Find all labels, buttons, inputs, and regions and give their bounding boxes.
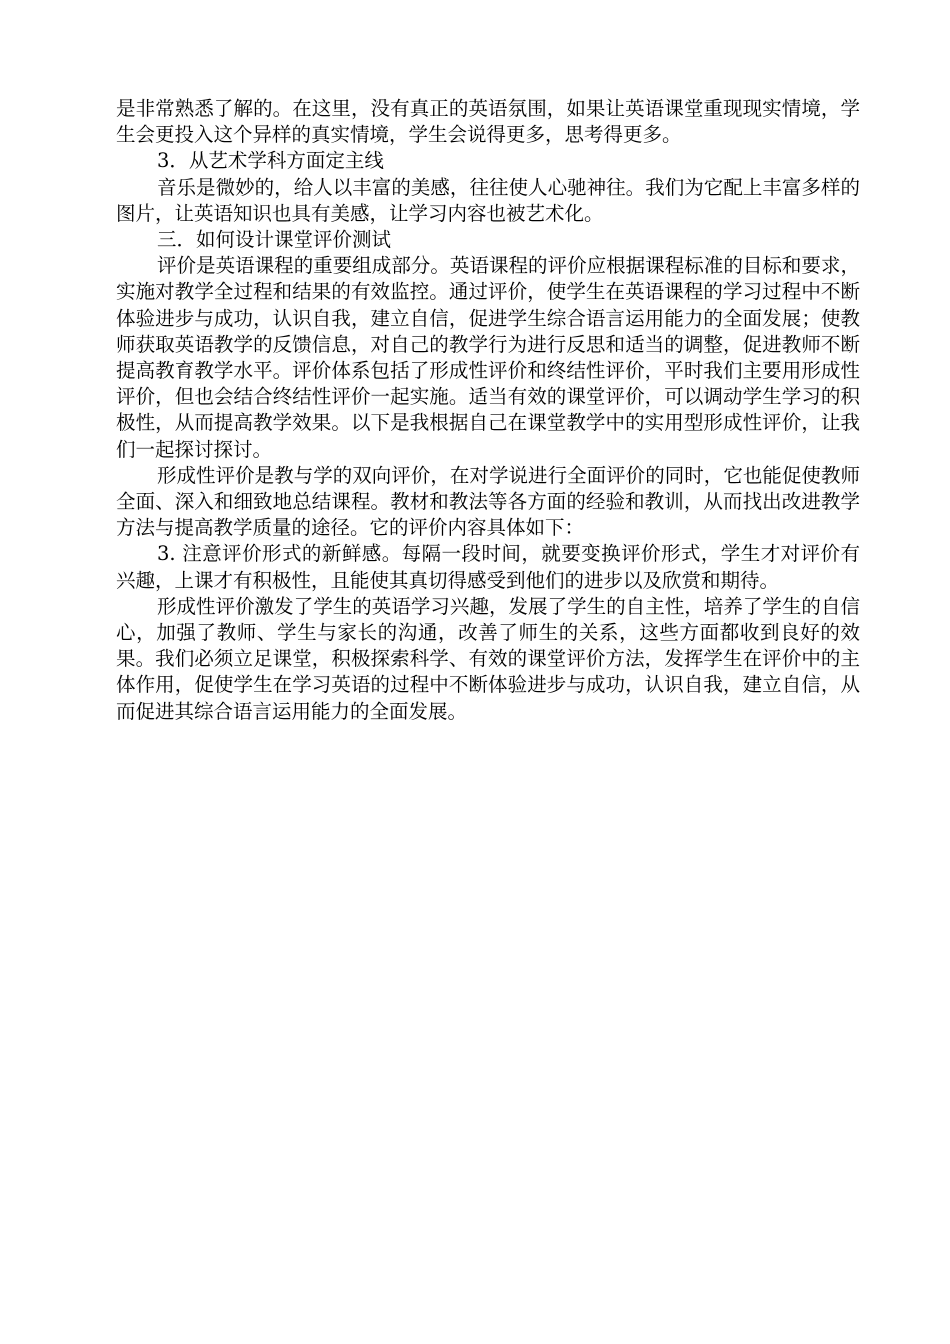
paragraph-conclusion: 形成性评价激发了学生的英语学习兴趣，发展了学生的自主性，培养了学生的自信心，加强了教师、学生与家长的沟通，改善了师生的关系，这些方面都收到良好的效果。我们必须立足课堂，积极探索科学、有效的课堂评价方法，发挥学生在评价中的主体作用，促使学生在学习英语的过程中不断体验进步与成功，认识自我，建立自信，从而促进其综合语言运用能力的全面发展。	[116, 594, 860, 723]
paragraph-evaluation-intro: 评价是英语课程的重要组成部分。英语课程的评价应根据课程标准的目标和要求，实施对教学全过程和结果的有效监控。通过评价，使学生在英语课程的学习过程中不断体验进步与成功，认识自我，建立自信，促进学生综合语言运用能力的全面发展；使教师获取英语教学的反馈信息，对自己的教学行为进行反思和适当的调整，促进教师不断提高教育教学水平。评价体系包括了形成性评价和终结性评价，平时我们主要用形成性评价，但也会结合终结性评价一起实施。适当有效的课堂评价，可以调动学生学习的积极性，从而提高教学效果。以下是我根据自己在课堂教学中的实用型形成性评价，让我们一起探讨探讨。	[116, 254, 860, 461]
paragraph-continuation: 是非常熟悉了解的。在这里，没有真正的英语氛围，如果让英语课堂重现现实情境，学生会更投入这个异样的真实情境，学生会说得更多，思考得更多。	[116, 97, 860, 147]
document-page	[116, 96, 860, 725]
paragraph-music: 音乐是微妙的，给人以丰富的美感，往往使人心驰神往。我们为它配上丰富多样的图片，让英语知识也具有美感，让学习内容也被艺术化。	[116, 175, 860, 225]
paragraph-formative-evaluation: 形成性评价是教与学的双向评价，在对学说进行全面评价的同时，它也能促使教师全面、深入和细致地总结课程。教材和教法等各方面的经验和教训，从而找出改进教学方法与提高教学质量的途径。它的评价内容具体如下：	[116, 463, 860, 540]
section-heading-evaluation: 三．如何设计课堂评价测试	[157, 228, 392, 252]
paragraph-evaluation-form: 3. 注意评价形式的新鲜感。每隔一段时间，就要变换评价形式，学生才对评价有兴趣，上课才有积极性，且能使其真切得感受到他们的进步以及欣赏和期待。	[116, 542, 860, 592]
section-heading-art-subject: 3．从艺术学科方面定主线	[157, 149, 384, 173]
